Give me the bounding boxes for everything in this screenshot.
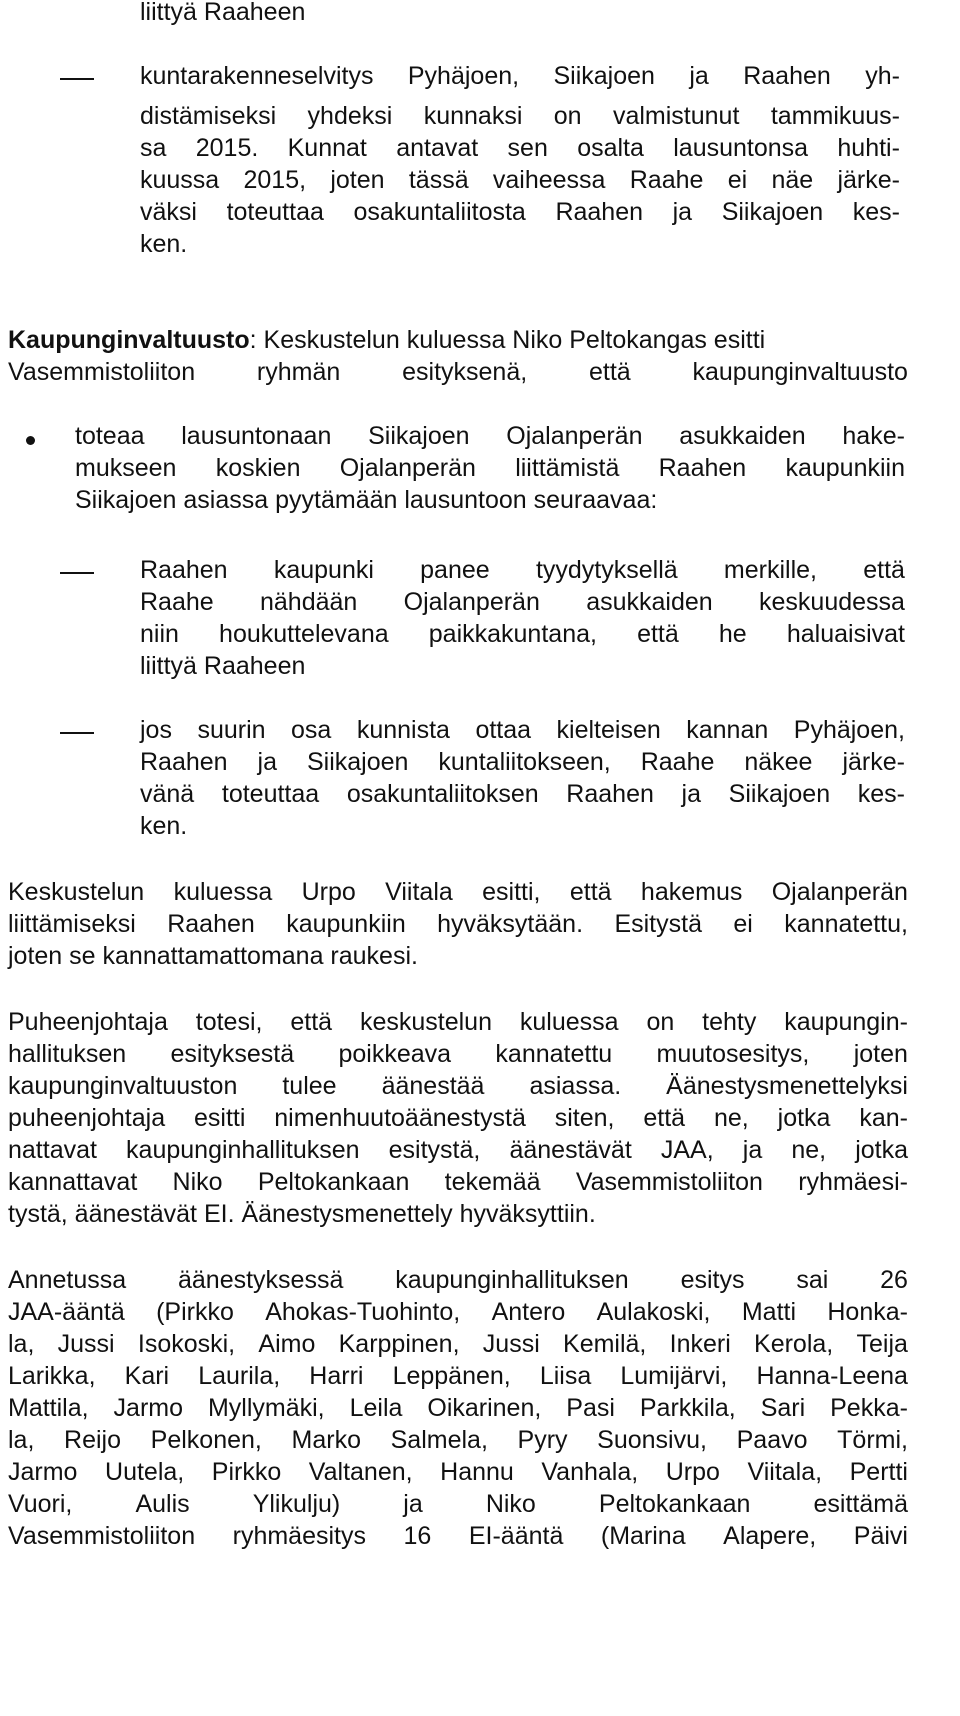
- word: ottaa: [475, 716, 532, 744]
- text-line: [140, 554, 905, 586]
- word: sen: [507, 134, 548, 162]
- word: Raahen: [167, 910, 255, 938]
- text-line: Siikajoen asiassa pyytämään lausuntoon seuraavaa:: [75, 486, 658, 514]
- text-line: [8, 1166, 908, 1198]
- word: kannan: [686, 716, 769, 744]
- word: kan-: [859, 1104, 908, 1132]
- word: houkuttelevana: [219, 620, 389, 648]
- word: siten,: [554, 1104, 615, 1132]
- word: Aulakoski,: [596, 1298, 711, 1326]
- word: kaupunkiin: [286, 910, 406, 938]
- word: kuntaliitokseen,: [438, 748, 611, 776]
- word: Pasi: [566, 1394, 615, 1422]
- word: (Pirkko: [156, 1298, 234, 1326]
- word: Niko: [172, 1168, 223, 1196]
- word: äänestää: [381, 1072, 485, 1100]
- word: Päivi: [853, 1522, 908, 1550]
- word: ei: [733, 910, 753, 938]
- text-line: [75, 420, 905, 452]
- word: EI-ääntä: [468, 1522, 564, 1550]
- word: asiassa.: [529, 1072, 622, 1100]
- word: Laurila,: [198, 1362, 281, 1390]
- word: esitys: [680, 1266, 745, 1294]
- section-label: Kaupunginvaltuusto: [8, 326, 250, 354]
- word: Niko: [485, 1490, 536, 1518]
- word: kuluessa: [519, 1008, 619, 1036]
- word: Raahen: [658, 454, 747, 482]
- word: Pirkko: [211, 1458, 282, 1486]
- word: Leppänen,: [392, 1362, 511, 1390]
- text-line: [140, 100, 900, 132]
- word: väksi: [140, 198, 197, 226]
- word: on: [646, 1008, 675, 1036]
- word: hakemus: [640, 878, 743, 906]
- word: jotka: [777, 1104, 831, 1132]
- text-line: [140, 164, 900, 196]
- text-line: [8, 1264, 908, 1296]
- word: hake-: [842, 422, 905, 450]
- word: esityksenä,: [402, 358, 528, 386]
- word: la,: [8, 1330, 35, 1358]
- word: ja: [257, 748, 278, 776]
- word: Matti: [741, 1298, 797, 1326]
- word: Antero: [491, 1298, 566, 1326]
- word: 2015.: [195, 134, 259, 162]
- word: kes-: [852, 198, 900, 226]
- word: Viitala: [385, 878, 453, 906]
- word: toteuttaa: [221, 780, 320, 808]
- word: Isokoski,: [137, 1330, 236, 1358]
- text-line: [8, 1328, 908, 1360]
- word: Hanna-Leena: [756, 1362, 908, 1390]
- word: Raahe: [629, 166, 704, 194]
- word: kunnista: [356, 716, 450, 744]
- dash-list-marker: [60, 572, 94, 574]
- word: Viitala,: [747, 1458, 823, 1486]
- word: kuntarakenneselvitys: [140, 62, 374, 90]
- text-line: liittyä Raaheen: [140, 0, 306, 26]
- word: Puheenjohtaja: [8, 1008, 168, 1036]
- text-line: [8, 1006, 908, 1038]
- word: Parkkila,: [639, 1394, 736, 1422]
- text-line: [8, 1456, 908, 1488]
- word: osalta: [577, 134, 644, 162]
- word: Raahe: [640, 748, 715, 776]
- word: joten: [853, 1040, 908, 1068]
- word: Pyhäjoen,: [793, 716, 905, 744]
- word: ja: [403, 1490, 423, 1518]
- word: Mattila,: [8, 1394, 89, 1422]
- text-line: [75, 452, 905, 484]
- word: Raahen: [743, 62, 831, 90]
- word: jotka: [855, 1136, 908, 1164]
- word: kaupunginvaltuusto: [692, 358, 908, 386]
- word: lausuntonsa: [673, 134, 809, 162]
- word: näe: [771, 166, 814, 194]
- word: poikkeava: [338, 1040, 452, 1068]
- word: Ojalanperän: [506, 422, 643, 450]
- text-line: [8, 1424, 908, 1456]
- word: sa: [140, 134, 167, 162]
- word: merkille,: [723, 556, 817, 584]
- word: keskuudessa: [759, 588, 905, 616]
- word: Törmi,: [837, 1426, 908, 1454]
- text-line: [140, 778, 905, 810]
- word: ryhmäesi-: [798, 1168, 908, 1196]
- word: muutosesitys,: [656, 1040, 810, 1068]
- text-line: [8, 876, 908, 908]
- word: kaupunki: [273, 556, 374, 584]
- word: osakuntaliitosta: [353, 198, 526, 226]
- word: ja: [742, 1136, 763, 1164]
- word: ei: [727, 166, 748, 194]
- text-line: [8, 1520, 908, 1552]
- word: nähdään: [260, 588, 358, 616]
- word: kunnaksi: [423, 102, 523, 130]
- word: tehty: [702, 1008, 757, 1036]
- word: Hannu: [440, 1458, 514, 1486]
- word: Pertti: [849, 1458, 908, 1486]
- word: hallituksen: [8, 1040, 127, 1068]
- word: Pyhäjoen,: [407, 62, 520, 90]
- word: toteuttaa: [226, 198, 324, 226]
- word: Urpo: [665, 1458, 720, 1486]
- word: esitti: [193, 1104, 246, 1132]
- word: Kari: [124, 1362, 170, 1390]
- text-line: [8, 1038, 908, 1070]
- word: (Marina: [600, 1522, 686, 1550]
- word: ja: [689, 62, 709, 90]
- word: Ojalanperän: [339, 454, 476, 482]
- word: tulee: [282, 1072, 337, 1100]
- word: asukkaiden: [679, 422, 806, 450]
- word: koskien: [215, 454, 301, 482]
- word: tyydytyksellä: [535, 556, 678, 584]
- text-line: [140, 132, 900, 164]
- text-line: [140, 618, 905, 650]
- text-line: [8, 1360, 908, 1392]
- text-line: ken.: [140, 230, 188, 258]
- word: osakuntaliitoksen: [346, 780, 539, 808]
- word: Raahen: [140, 556, 228, 584]
- word: Annetussa: [8, 1266, 127, 1294]
- text-line: [8, 1070, 908, 1102]
- word: distämiseksi: [140, 102, 277, 130]
- word: JAA,: [660, 1136, 714, 1164]
- word: ne,: [791, 1136, 827, 1164]
- word: Vasemmistoliiton: [575, 1168, 763, 1196]
- word: Uutela,: [105, 1458, 185, 1486]
- word: että: [643, 1104, 686, 1132]
- word: Kunnat: [287, 134, 367, 162]
- word: Ylikulju): [252, 1490, 341, 1518]
- word: Aulis: [135, 1490, 190, 1518]
- word: tekemää: [444, 1168, 541, 1196]
- word: Vanhala,: [541, 1458, 639, 1486]
- word: Harri: [309, 1362, 364, 1390]
- word: että: [569, 878, 612, 906]
- word: 2015,: [243, 166, 307, 194]
- word: Pekka-: [830, 1394, 908, 1422]
- word: toteaa: [75, 422, 145, 450]
- word: Siikajoen: [728, 780, 831, 808]
- word: Larikka,: [8, 1362, 96, 1390]
- word: että: [637, 620, 679, 648]
- word: Peltokankaan: [257, 1168, 410, 1196]
- word: ja: [681, 780, 701, 808]
- word: Vasemmistoliiton: [8, 1522, 196, 1550]
- word: kes-: [857, 780, 905, 808]
- dash-list-marker: [60, 732, 94, 734]
- word: Honka-: [827, 1298, 908, 1326]
- word: la,: [8, 1426, 35, 1454]
- word: Jussi: [57, 1330, 115, 1358]
- word: Siikajoen: [306, 748, 409, 776]
- word: Sari: [760, 1394, 806, 1422]
- word: kuussa: [140, 166, 220, 194]
- word: antavat: [396, 134, 479, 162]
- word: tammikuus-: [770, 102, 900, 130]
- text-line: [8, 1392, 908, 1424]
- word: vaiheessa: [492, 166, 606, 194]
- word: Esitystä: [614, 910, 702, 938]
- word: kaupunginvaltuuston: [8, 1072, 238, 1100]
- word: Raahen: [566, 780, 654, 808]
- word: näkee: [744, 748, 813, 776]
- text-line: liittyä Raaheen: [140, 652, 306, 680]
- word: hyväksytään.: [437, 910, 584, 938]
- word: totesi,: [195, 1008, 263, 1036]
- word: esitti,: [482, 878, 541, 906]
- word: äänestävät: [509, 1136, 632, 1164]
- word: Alapere,: [723, 1522, 817, 1550]
- text-line: [140, 196, 900, 228]
- word: Liisa: [539, 1362, 592, 1390]
- word: yh-: [865, 62, 900, 90]
- word: Salmela,: [390, 1426, 488, 1454]
- word: kielteisen: [556, 716, 661, 744]
- word: Leila: [349, 1394, 403, 1422]
- word: lausuntonaan: [181, 422, 332, 450]
- word: 26: [880, 1266, 908, 1294]
- word: nimenhuutoäänestystä: [274, 1104, 526, 1132]
- word: suurin: [197, 716, 266, 744]
- word: Pyry: [517, 1426, 568, 1454]
- text-line: [8, 908, 908, 940]
- word: Jarmo: [113, 1394, 184, 1422]
- word: Keskustelun: [8, 878, 145, 906]
- word: Reijo: [64, 1426, 122, 1454]
- word: Ojalanperän: [771, 878, 908, 906]
- word: keskustelun: [359, 1008, 492, 1036]
- word: yhdeksi: [307, 102, 393, 130]
- text-line: tystä, äänestävät EI. Äänestysmenettely hyväksyttiin.: [8, 1200, 596, 1228]
- word: Karppinen,: [338, 1330, 460, 1358]
- word: Äänestysmenettelyksi: [666, 1072, 908, 1100]
- word: Raahen: [555, 198, 644, 226]
- word: ne,: [713, 1104, 749, 1132]
- word: Siikajoen: [553, 62, 655, 90]
- word: Teija: [856, 1330, 908, 1358]
- word: sai: [796, 1266, 829, 1294]
- word: kaupungin-: [784, 1008, 908, 1036]
- word: tässä: [408, 166, 469, 194]
- word: mukseen: [75, 454, 177, 482]
- word: niin: [140, 620, 179, 648]
- word: JAA-ääntä: [8, 1298, 125, 1326]
- word: kaupunkiin: [785, 454, 905, 482]
- text-line: ken.: [140, 812, 188, 840]
- text-line: [140, 746, 905, 778]
- text-line: [140, 714, 905, 746]
- word: ja: [672, 198, 693, 226]
- word: he: [718, 620, 747, 648]
- word: Suonsivu,: [597, 1426, 707, 1454]
- word: liittämistä: [515, 454, 620, 482]
- word: esityksestä: [170, 1040, 295, 1068]
- word: Oikarinen,: [427, 1394, 542, 1422]
- word: Siikajoen: [721, 198, 824, 226]
- word: paikkakuntana,: [428, 620, 597, 648]
- word: Paavo: [736, 1426, 808, 1454]
- word: nattavat: [8, 1136, 97, 1164]
- word: ryhmäesitys: [232, 1522, 366, 1550]
- word: Kerola,: [754, 1330, 834, 1358]
- word: Jussi: [482, 1330, 540, 1358]
- word: joten: [330, 166, 385, 194]
- word: Lumijärvi,: [620, 1362, 728, 1390]
- word: Vuori,: [8, 1490, 73, 1518]
- text-line: [140, 60, 900, 92]
- text-line: joten se kannattamattomana raukesi.: [8, 942, 418, 970]
- word: huhti-: [837, 134, 900, 162]
- text-line: [8, 324, 908, 356]
- word: järke-: [837, 166, 900, 194]
- text-line: [8, 1488, 908, 1520]
- word: Aimo: [258, 1330, 316, 1358]
- word: haluaisivat: [786, 620, 905, 648]
- text-line: [140, 586, 905, 618]
- word: Kemilä,: [563, 1330, 647, 1358]
- word: Valtanen,: [308, 1458, 413, 1486]
- word: Ahokas-Tuohinto,: [265, 1298, 461, 1326]
- text-line: [8, 1134, 908, 1166]
- word: asukkaiden: [586, 588, 713, 616]
- word: Jarmo: [8, 1458, 78, 1486]
- word: 16: [403, 1522, 432, 1550]
- text-line: [8, 356, 908, 388]
- word: järke-: [842, 748, 905, 776]
- word: valmistunut: [612, 102, 740, 130]
- word: kaupunginhallituksen: [126, 1136, 360, 1164]
- word: Myllymäki,: [207, 1394, 325, 1422]
- word: osa: [291, 716, 332, 744]
- word: vänä: [140, 780, 195, 808]
- word: Siikajoen: [368, 422, 470, 450]
- word: esittämä: [813, 1490, 908, 1518]
- word: kannatettu,: [784, 910, 908, 938]
- word: Pelkonen,: [150, 1426, 262, 1454]
- word: puheenjohtaja: [8, 1104, 166, 1132]
- word: että: [863, 556, 905, 584]
- text-line: [8, 1102, 908, 1134]
- word: kaupunginhallituksen: [395, 1266, 629, 1294]
- word: liittämiseksi: [8, 910, 136, 938]
- word: panee: [420, 556, 490, 584]
- word: ryhmän: [256, 358, 341, 386]
- dash-list-marker: [60, 78, 94, 80]
- word: Raahen: [140, 748, 228, 776]
- word: kuluessa: [173, 878, 273, 906]
- word: Vasemmistoliiton: [8, 358, 196, 386]
- word: Peltokankaan: [598, 1490, 751, 1518]
- word: Inkeri: [669, 1330, 731, 1358]
- word: jos: [140, 716, 172, 744]
- word: että: [588, 358, 631, 386]
- word: Ojalanperän: [403, 588, 540, 616]
- word: Marko: [291, 1426, 361, 1454]
- word: on: [553, 102, 582, 130]
- bullet-list-marker: [26, 436, 35, 445]
- word: että: [290, 1008, 333, 1036]
- word: Urpo: [301, 878, 356, 906]
- word: äänestyksessä: [177, 1266, 344, 1294]
- text-span: : Keskustelun kuluessa Niko Peltokangas esitti: [249, 326, 766, 354]
- word: kannattavat: [8, 1168, 138, 1196]
- text-line: [8, 1296, 908, 1328]
- word: esitystä,: [388, 1136, 481, 1164]
- word: Raahe: [140, 588, 214, 616]
- word: kannatettu: [495, 1040, 613, 1068]
